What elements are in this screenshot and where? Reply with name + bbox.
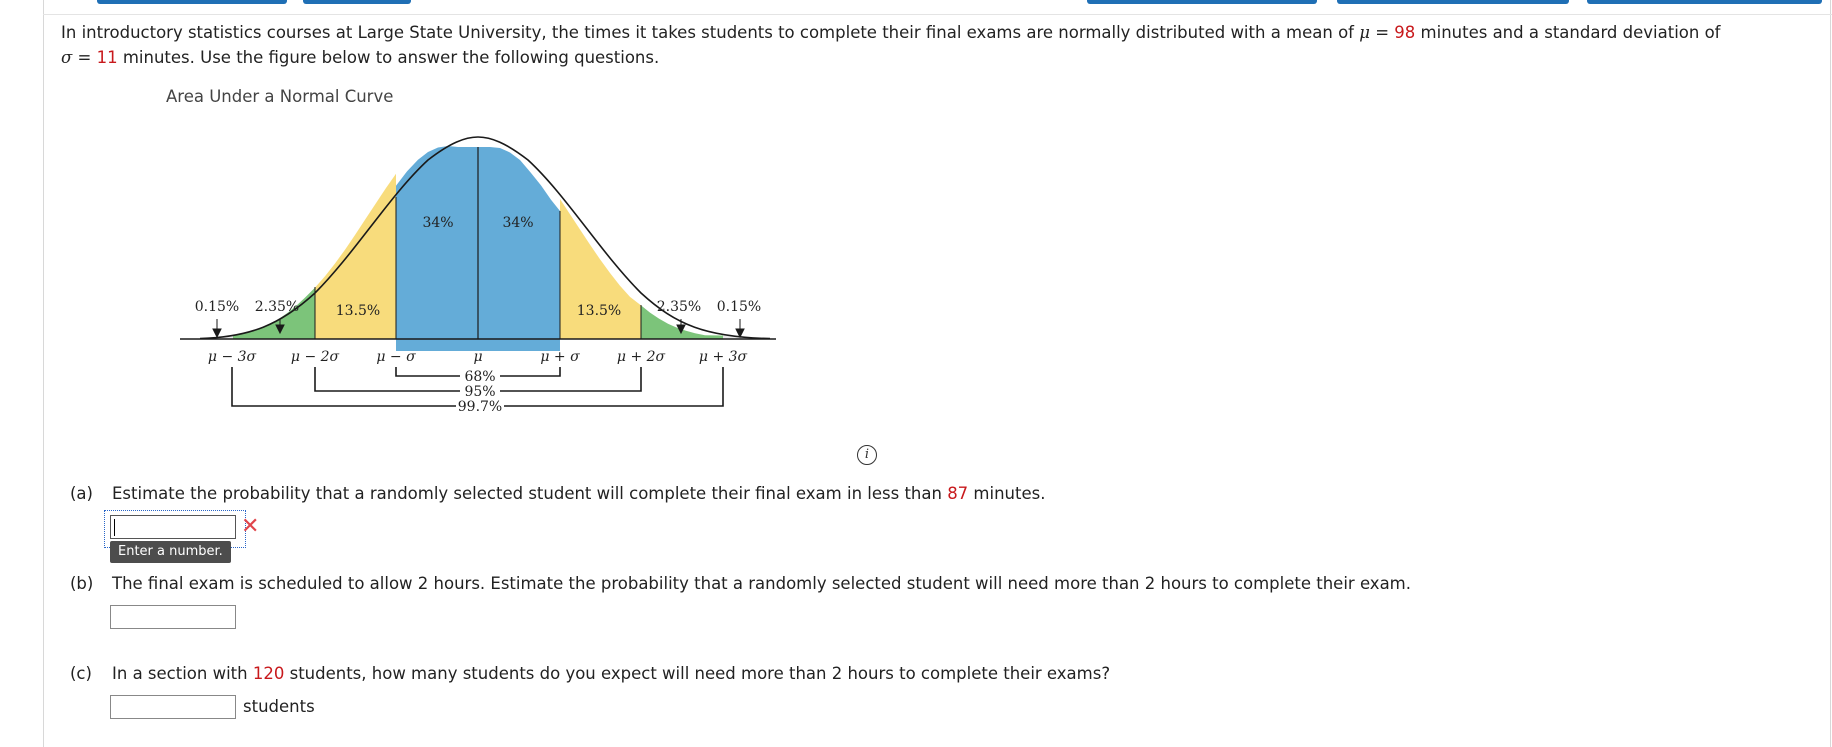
label-tail-left: 0.15% bbox=[194, 299, 240, 315]
intro-text: minutes and a standard deviation of bbox=[1415, 23, 1721, 42]
question-a-value: 87 bbox=[947, 484, 969, 503]
question-c-label: (c) bbox=[70, 664, 92, 683]
question-c-text: students, how many students do you expect will need more than 2 hours to complete their exams? bbox=[284, 664, 1111, 683]
question-c-text: In a section with bbox=[112, 664, 253, 683]
answer-a-input[interactable] bbox=[110, 515, 236, 539]
label-outer-right: 2.35% bbox=[656, 299, 702, 315]
sd-value: 11 bbox=[96, 48, 118, 67]
top-divider bbox=[43, 14, 1832, 15]
input-hint-tooltip: Enter a number. bbox=[110, 541, 231, 563]
region-center-right bbox=[478, 147, 560, 351]
text-caret bbox=[114, 519, 115, 536]
question-a-text: Estimate the probability that a randomly selected student will complete their final exam in less than bbox=[112, 484, 948, 503]
sigma-symbol: σ bbox=[61, 48, 73, 67]
axis-label-mu-minus-2sigma: μ − 2σ bbox=[290, 349, 340, 365]
content-left-border bbox=[43, 0, 44, 747]
normal-curve-figure bbox=[160, 135, 860, 455]
bracket-label-95: 95% bbox=[464, 384, 496, 400]
content-right-border bbox=[1830, 0, 1831, 747]
label-outer-left: 2.35% bbox=[254, 299, 300, 315]
answer-b-input[interactable] bbox=[110, 605, 236, 629]
label-center-left: 34% bbox=[422, 215, 454, 231]
question-b-text: The final exam is scheduled to allow 2 hours. Estimate the probability that a randomly selected student will need more than 2 hours to complete their exam. bbox=[112, 574, 1411, 593]
axis-label-mu-plus-2sigma: μ + 2σ bbox=[616, 349, 666, 365]
bracket-label-997: 99.7% bbox=[457, 399, 503, 415]
question-c bbox=[70, 664, 1110, 683]
question-a bbox=[70, 484, 1045, 503]
axis-label-mu: μ bbox=[473, 349, 483, 365]
intro-text: In introductory statistics courses at Large State University, the times it takes students to complete their final exams are normally distributed with a mean of bbox=[61, 23, 1360, 42]
question-a-text: minutes. bbox=[968, 484, 1046, 503]
question-c-value: 120 bbox=[252, 664, 285, 683]
answer-c-unit: students bbox=[243, 697, 315, 716]
axis-label-mu-plus-sigma: μ + σ bbox=[540, 349, 580, 365]
nav-tab-stub[interactable] bbox=[97, 0, 287, 4]
label-middle-right: 13.5% bbox=[576, 303, 622, 319]
question-a-label: (a) bbox=[70, 484, 93, 503]
region-center-left bbox=[396, 146, 478, 351]
mu-symbol: μ bbox=[1359, 23, 1370, 42]
label-middle-left: 13.5% bbox=[335, 303, 381, 319]
figure-title: Area Under a Normal Curve bbox=[166, 87, 394, 106]
label-tail-right: 0.15% bbox=[716, 299, 762, 315]
bracket-label-68: 68% bbox=[464, 369, 496, 385]
axis-label-mu-minus-3sigma: μ − 3σ bbox=[207, 349, 257, 365]
equals-sign: = bbox=[72, 48, 97, 67]
nav-tab-stub[interactable] bbox=[303, 0, 411, 4]
nav-tab-stub[interactable] bbox=[1087, 0, 1317, 4]
nav-tab-stub[interactable] bbox=[1587, 0, 1822, 4]
label-center-right: 34% bbox=[502, 215, 534, 231]
equals-sign: = bbox=[1369, 23, 1395, 42]
question-b-label: (b) bbox=[70, 574, 94, 593]
axis-label-mu-minus-sigma: μ − σ bbox=[376, 349, 416, 365]
mean-value: 98 bbox=[1394, 23, 1416, 42]
answer-c-input[interactable] bbox=[110, 695, 236, 719]
question-b bbox=[70, 574, 1411, 593]
intro-text: minutes. Use the figure below to answer the following questions. bbox=[117, 48, 660, 67]
axis-label-mu-plus-3sigma: μ + 3σ bbox=[698, 349, 748, 365]
problem-statement bbox=[61, 20, 1761, 70]
x-mark-icon: ✕ bbox=[241, 514, 260, 539]
top-nav-strip bbox=[0, 0, 1832, 4]
nav-tab-stub[interactable] bbox=[1337, 0, 1569, 4]
info-icon[interactable]: i bbox=[857, 445, 877, 465]
